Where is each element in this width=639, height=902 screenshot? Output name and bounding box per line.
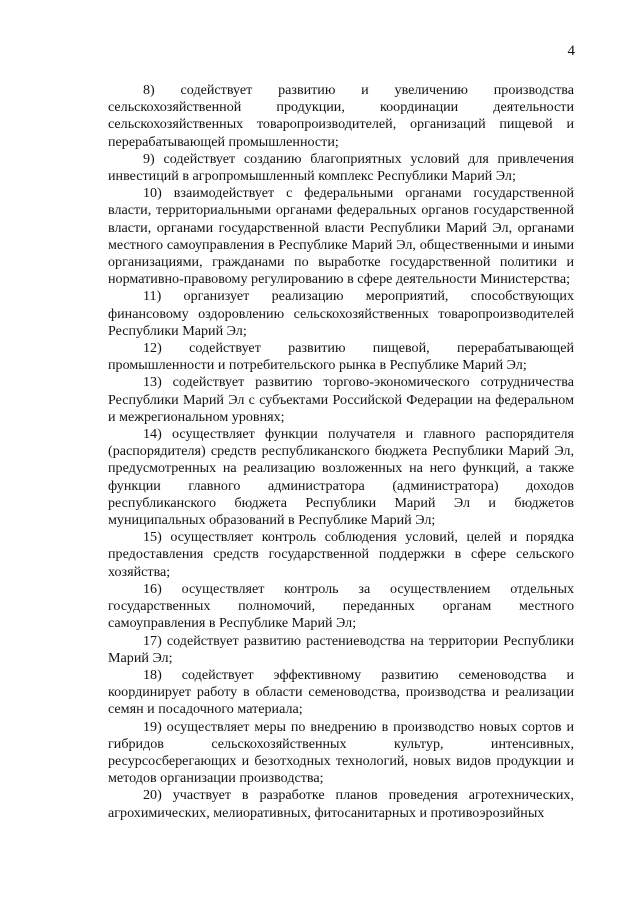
paragraph-item-10: 10) взаимодействует с федеральными органами государственной власти, территориальными органами федеральных органов государственной власти, органами государственной власти Республики Марий Эл, органами местного самоуправления в Республике Марий Эл, общественными и иными организациями, гражданами по выработке государственной политики и нормативно-правовому регулированию в сфере деятельности Министерства; [108, 185, 574, 288]
paragraph-item-9: 9) содействует созданию благоприятных условий для привлечения инвестиций в агропромышленный комплекс Республики Марий Эл; [108, 150, 574, 185]
document-body [108, 82, 574, 822]
page-number: 4 [567, 43, 575, 59]
paragraph-item-20: 20) участвует в разработке планов проведения агротехнических, агрохимических, мелиоративных, фитосанитарных и противоэрозийных [108, 787, 574, 821]
paragraph-item-16: 16) осуществляет контроль за осуществлением отдельных государственных полномочий, переданных органам местного самоуправления в Республике Марий Эл; [108, 580, 574, 632]
paragraph-item-19: 19) осуществляет меры по внедрению в производство новых сортов и гибридов сельскохозяйственных культур, интенсивных, ресурсосберегающих и безотходных технологий, новых видов продукции и методов организации производства; [108, 718, 574, 787]
paragraph-item-12: 12) содействует развитию пищевой, перерабатывающей промышленности и потребительского рынка в Республике Марий Эл; [108, 340, 574, 374]
paragraph-item-18: 18) содействует эффективному развитию семеноводства и координирует работу в области семеноводства, производства и реализации семян и посадочного материала; [108, 666, 574, 718]
paragraph-item-8: 8) содействует развитию и увеличению производства сельскохозяйственной продукции, координации деятельности сельскохозяйственных товаропроизводителей, организаций пищевой и перерабатывающей промышленности; [108, 82, 574, 150]
paragraph-item-11: 11) организует реализацию мероприятий, способствующих финансовому оздоровлению сельскохозяйственных товаропроизводителей Республики Марий Эл; [108, 288, 574, 339]
paragraph-item-14: 14) осуществляет функции получателя и главного распорядителя (распорядителя) средств республиканского бюджета Республики Марий Эл, предусмотренных на реализацию возложенных на него функций, а также функции главного администратора (администратора) доходов республиканского бюджета Республики Марий Эл и бюджетов муниципальных образований в Республике Марий Эл; [108, 426, 574, 529]
paragraph-item-13: 13) содействует развитию торгово-экономического сотрудничества Республики Марий Эл с субъектами Российской Федерации на федеральном и межрегиональном уровнях; [108, 374, 574, 425]
paragraph-item-17: 17) содействует развитию растениеводства на территории Республики Марий Эл; [108, 632, 574, 666]
paragraph-item-15: 15) осуществляет контроль соблюдения условий, целей и порядка предоставления средств государственной поддержки в сфере сельского хозяйства; [108, 529, 574, 580]
